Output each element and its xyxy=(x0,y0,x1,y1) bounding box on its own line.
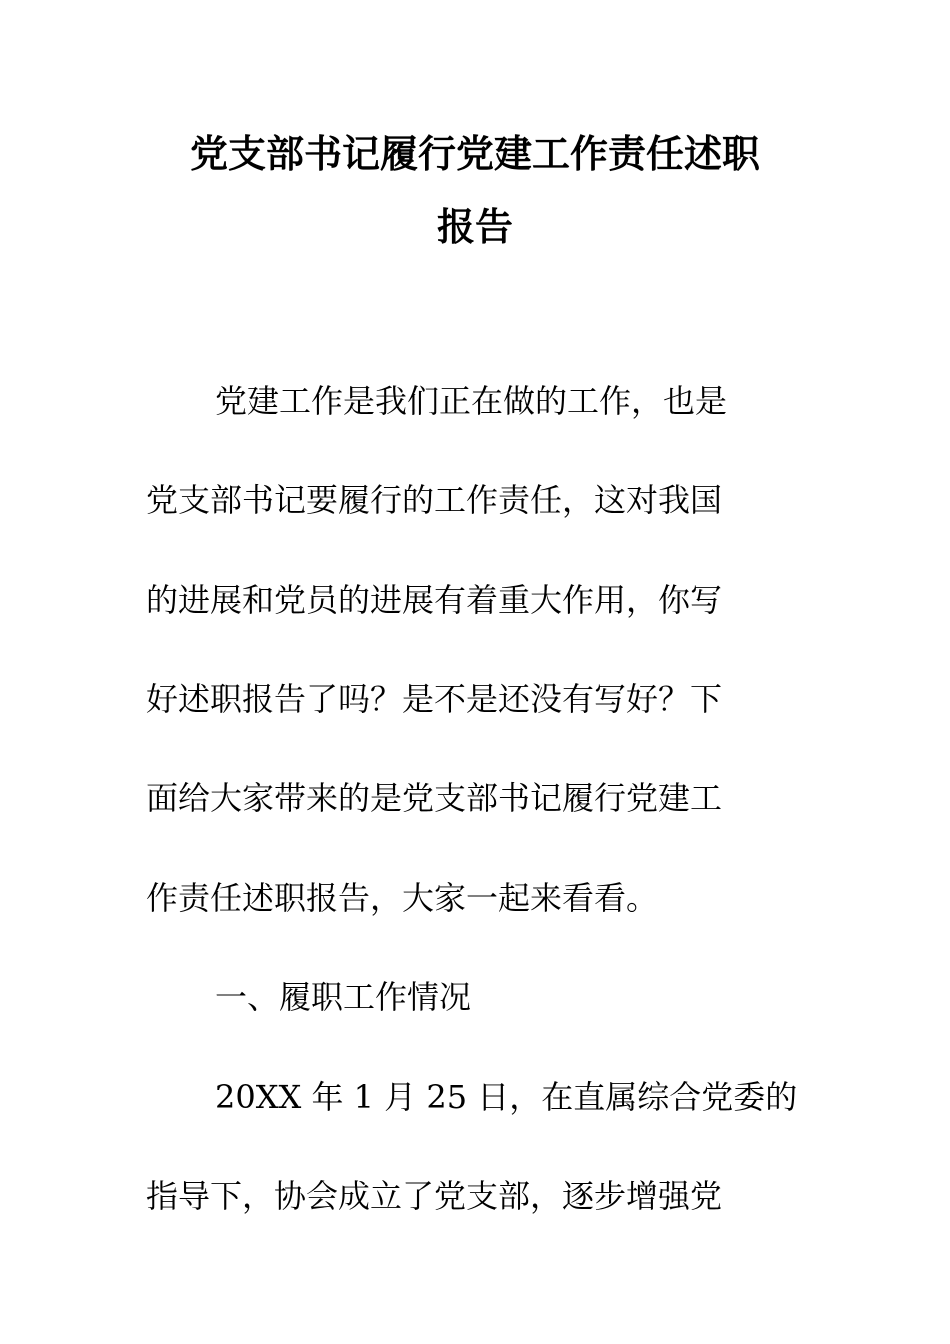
document-title-line-1: 党支部书记履行党建工作责任述职 xyxy=(189,131,760,176)
body-line: 好述职报告了吗？是不是还没有写好？下 xyxy=(146,680,723,718)
body-line: 指导下，协会成立了党支部，逐步增强党 xyxy=(146,1177,723,1215)
document-title-line-2: 报告 xyxy=(436,204,513,249)
body-line: 20XX 年 1 月 25 日，在直属综合党委的 xyxy=(215,1078,798,1116)
body-line: 的进展和党员的进展有着重大作用，你写 xyxy=(146,581,723,619)
body-line: 党支部书记要履行的工作责任，这对我国 xyxy=(146,481,723,519)
body-line: 面给大家带来的是党支部书记履行党建工 xyxy=(146,779,723,817)
section-heading: 一、履职工作情况 xyxy=(215,978,472,1016)
body-line: 作责任述职报告，大家一起来看看。 xyxy=(146,879,659,917)
body-line: 党建工作是我们正在做的工作，也是 xyxy=(215,382,728,420)
